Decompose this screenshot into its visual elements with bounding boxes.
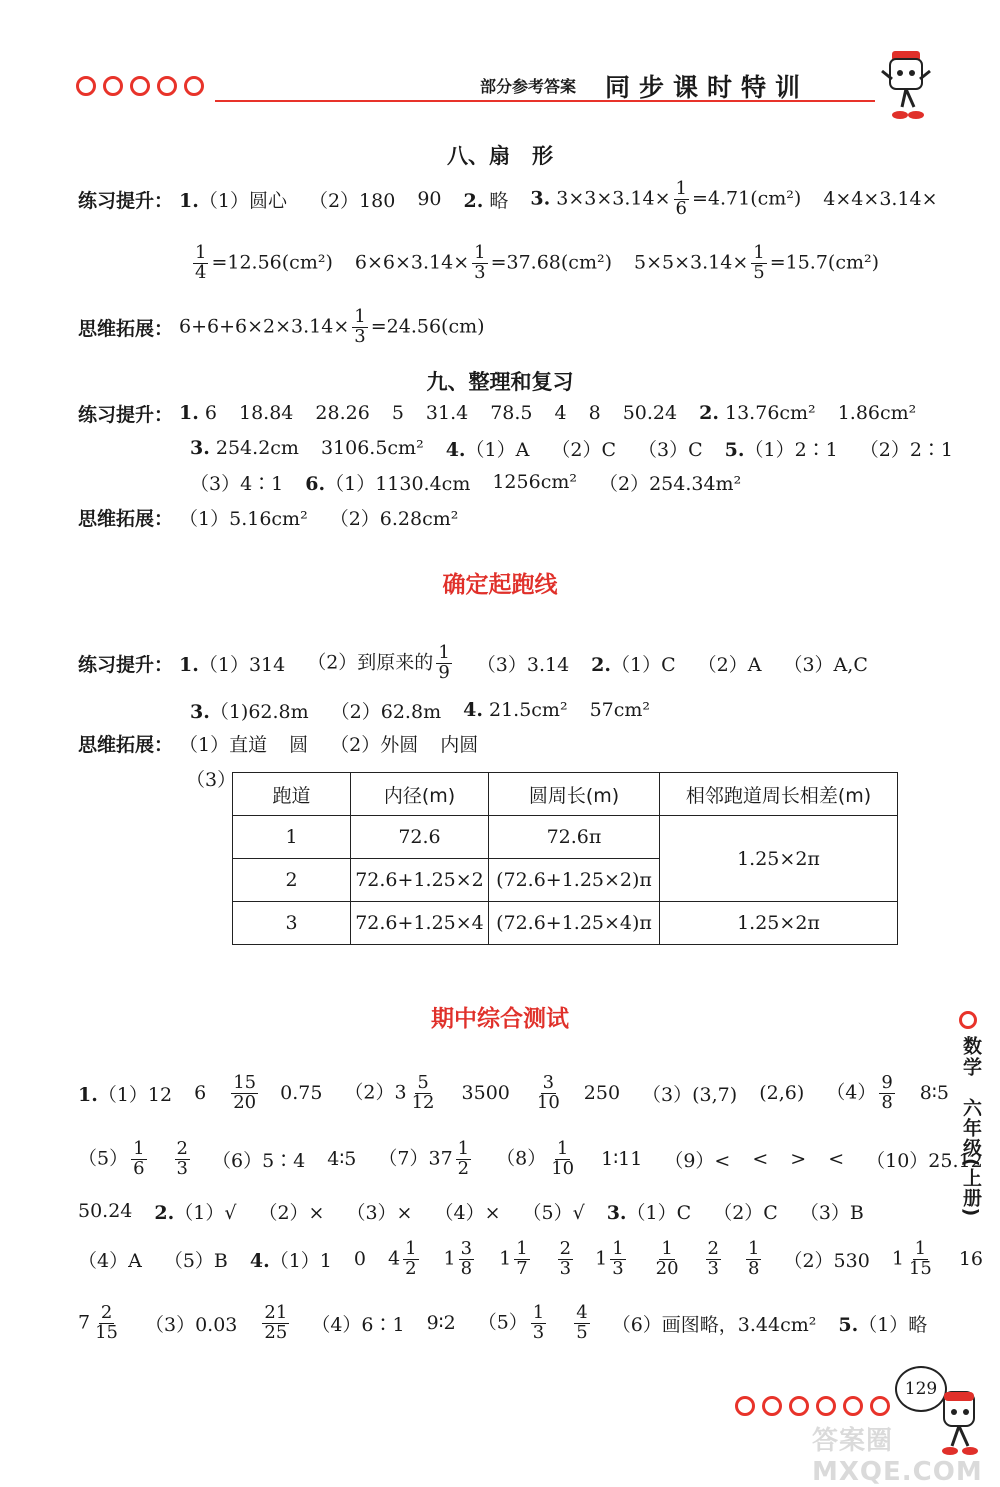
- table-header-cell: 跑道: [233, 773, 351, 816]
- table-cell: (72.6+1.25×4)π: [489, 902, 660, 945]
- sl-line-3: 思维拓展： （1）直道 圆 （2）外圆 内圆: [78, 733, 479, 756]
- table-header-cell: 内径(m): [351, 773, 489, 816]
- table-row: [233, 816, 898, 859]
- s9-line-4: 思维拓展： （1）5.16cm² （2）6.28cm²: [78, 507, 459, 530]
- s8-line-2: $\frac{1}{4}$ =12.56(cm²) 6×6×3.14× $\frac{1}{3}$ =37.68(cm²) 5×5×3.14× $\frac{1}{5}$ =15.7(cm²): [195, 241, 880, 283]
- table-row: [233, 902, 898, 945]
- sidebar-grade: 六年级(上册): [960, 1098, 982, 1218]
- table-diff-cell: 1.25×2π: [660, 816, 898, 902]
- table-cell: 72.6+1.25×4: [351, 902, 489, 945]
- s9-line-2: 3. 254.2cm 3106.5cm² 4.（1）A （2）C （3）C 5.（1）2∶1 （2）2∶1: [190, 437, 954, 461]
- s8-line-1: 练习提升： 1.（1）圆心 （2）180 90 2. 略 3. 3×3×3.14× $\frac{1}{6}$ =4.71(cm²) 4×4×3.14×: [78, 177, 938, 219]
- section-title-starting-line: 确定起跑线: [442, 572, 558, 598]
- table-header-cell: 圆周长(m): [489, 773, 660, 816]
- sl-line-2: 3.（1)62.8m （2）62.8m 4. 21.5cm² 57cm²: [190, 699, 651, 723]
- footer-decor-circles: [735, 1396, 897, 1420]
- table-diff-cell: 1.25×2π: [660, 902, 898, 945]
- table-header-cell: 相邻跑道周长相差(m): [660, 773, 898, 816]
- table-cell: 1: [233, 816, 351, 859]
- s9-line-3: （3）4∶1 6.（1）1130.4cm 1256cm² （2）254.34m²: [190, 471, 742, 495]
- table-cell: 72.6+1.25×2: [351, 859, 489, 902]
- sl-sub3-label: （3）: [186, 769, 237, 791]
- mt-line-4: （4）A （5）B 4.（1）1 0 4 $\frac{1}{2}$ 1 $\frac{3}{8}$ 1 $\frac{1}{7}$ $\frac{2}{3}$ 1 $\frac{1}{3}$ $\frac{1}{20}$ $\frac{2}{3}$ $\frac{1}{8}$ （2）530 1 $\frac{1}{15}$ 16: [78, 1237, 983, 1279]
- page-number: 129: [904, 1379, 938, 1399]
- s8-line-3: 思维拓展： 6+6+6×2×3.14× $\frac{1}{3}$ =24.56(cm): [78, 305, 485, 347]
- table-cell: 72.6π: [489, 816, 660, 859]
- table-header-row: [233, 773, 898, 816]
- mt-line-5: 7 $\frac{2}{15}$ （3）0.03 $\frac{21}{25}$ （4）6∶1 9∶2 （5） $\frac{1}{3}$ $\frac{4}{5}$ （6）画图略，3.44cm² 5.（1）略: [78, 1301, 928, 1343]
- section-title-sector: 八、扇 形: [447, 144, 553, 168]
- section-title-midterm: 期中综合测试: [431, 1006, 569, 1032]
- mt-line-1: 1.（1）12 6 $\frac{15}{20}$ 0.75 （2）3 $\frac{5}{12}$ 3500 $\frac{3}{10}$ 250 （3）(3,7) (2,6) （4） $\frac{9}{8}$ 8∶5: [78, 1071, 949, 1113]
- mascot-icon: [880, 45, 932, 123]
- sidebar-subject: 数学: [960, 1036, 982, 1078]
- track-table: [232, 772, 898, 945]
- mt-line-3: 50.24 2.（1）√ （2）× （3）× （4）× （5）√ 3.（1）C （2）C （3）B: [78, 1200, 864, 1224]
- header-decor-circles: [76, 76, 211, 100]
- sl-line-1: 练习提升： 1.（1）314 （2）到原来的 $\frac{1}{9}$ （3）3.14 2.（1）C （2）A （3）A,C: [78, 641, 868, 683]
- watermark: 答案圈 MXQE.COM: [812, 1426, 983, 1487]
- section-title-review: 九、整理和复习: [426, 370, 574, 394]
- table-cell: (72.6+1.25×2)π: [489, 859, 660, 902]
- table-cell: 2: [233, 859, 351, 902]
- header-series-title: 同步课时特训: [605, 73, 810, 102]
- mt-line-2: （5） $\frac{1}{6}$ $\frac{2}{3}$ （6）5∶4 4∶5 （7）37 $\frac{1}{2}$ （8） $\frac{1}{10}$ 1∶11 （9）< < > < （10）25.12: [78, 1137, 983, 1179]
- table-cell: 3: [233, 902, 351, 945]
- table-cell: 72.6: [351, 816, 489, 859]
- header-subtitle: 部分参考答案: [480, 77, 577, 96]
